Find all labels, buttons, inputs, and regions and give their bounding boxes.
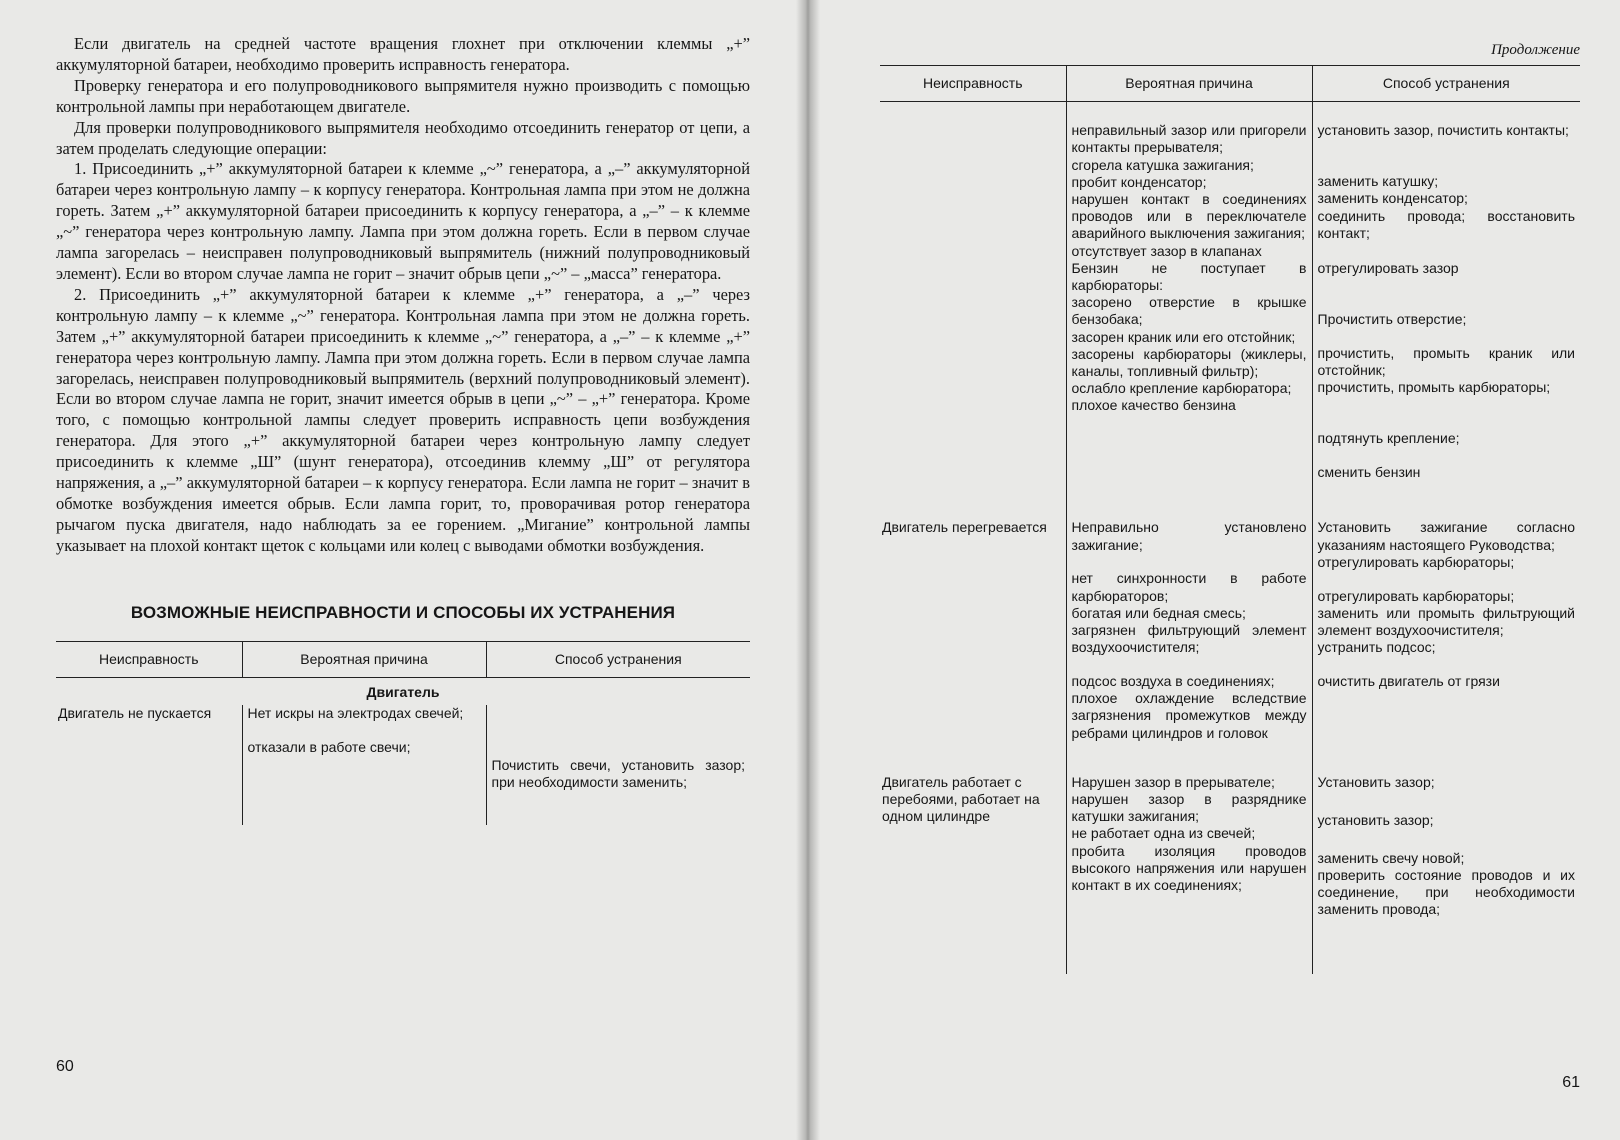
paragraph: Для проверки полупроводникового выпрямителя необходимо отсоединить генератор от цепи, а затем проделать следующие операции: (56, 117, 750, 158)
remedy-item: соединить провода; восстановить контакт; (1317, 207, 1575, 241)
table-row (56, 705, 750, 825)
cause-cell (1066, 102, 1312, 482)
page-number: 60 (56, 1058, 74, 1075)
cause-item: отказали в работе свечи; (247, 739, 411, 756)
cause-cell (1066, 481, 1312, 741)
column-header-fault: Неисправность (880, 66, 1066, 102)
remedy-item: заменить свечу новой; (1317, 849, 1465, 866)
cause-item: плохое качество бензина (1071, 397, 1236, 414)
remedy-item: Прочистить отверстие; (1317, 310, 1467, 327)
remedy-item: подтянуть крепление; (1317, 430, 1460, 447)
section-title: ВОЗМОЖНЫЕ НЕИСПРАВНОСТИ И СПОСОБЫ ИХ УСТРАНЕНИЯ (130, 602, 676, 622)
remedy-cell (1312, 102, 1580, 482)
remedy-item: прочистить, промыть карбюраторы; (1317, 379, 1551, 396)
remedy-item: отрегулировать зазор (1317, 259, 1459, 276)
remedy-item: установить зазор; (1317, 811, 1434, 828)
remedy-item: установить зазор, почистить контакты; (1317, 122, 1569, 139)
continuation-label: Продолжение (1491, 42, 1580, 58)
cause-item: Нарушен зазор в прерывателе; (1071, 773, 1275, 790)
book-gutter (796, 0, 820, 1140)
remedy-item: отрегулировать карбюраторы; (1317, 553, 1515, 570)
cause-cell (1066, 742, 1312, 974)
fault-cell: Двигатель перегревается (882, 519, 1047, 536)
remedy-item: проверить состояние проводов и их соединение, при необходимости заменить провода; (1317, 867, 1575, 918)
remedy-item (1318, 277, 1576, 311)
cause-item: засорены карбюраторы (жиклеры, каналы, топливный фильтр); (1071, 345, 1307, 380)
paragraph: Если двигатель на средней частоте вращения глохнет при отключении клеммы „+” аккумуляторной батареи, необходимо проверить исправность генератора. (56, 34, 750, 74)
cause-item: пробита изоляция проводов высокого напряжения или нарушен контакт в их соединениях; (1071, 842, 1307, 894)
remedy-item: сменить бензин (1317, 464, 1421, 481)
right-page (806, 0, 1620, 1140)
cause-item: отсутствует зазор в клапанах (1071, 242, 1262, 259)
remedy-item: устранить подсос; (1317, 639, 1436, 656)
remedy-item: отрегулировать карбюраторы; (1317, 587, 1515, 604)
table-header-row (880, 66, 1580, 102)
remedy-cell (486, 705, 750, 825)
remedy-item: заменить катушку; (1317, 173, 1439, 190)
faults-table (56, 641, 750, 825)
column-header-fault: Неисправность (56, 641, 242, 677)
remedy-cell (1312, 481, 1580, 741)
remedy-item: Установить зажигание согласно указаниям настоящего Руководства; (1317, 519, 1575, 553)
cause-item: пробит конденсатор; (1071, 173, 1207, 190)
cause-item: Бензин не поступает в карбюраторы: (1071, 259, 1307, 294)
cause-item: нет синхронности в работе карбюраторов; (1071, 570, 1307, 604)
cause-item: нарушен зазор в разряднике катушки зажигания; (1071, 791, 1307, 825)
remedy-cell (1312, 742, 1580, 974)
table-row (880, 742, 1580, 974)
cause-item: плохое охлаждение вследствие загрязнения промежутков между ребрами цилиндров и головок (1071, 690, 1307, 741)
remedy-item: очистить двигатель от грязи (1317, 673, 1500, 690)
cause-item: не работает одна из свечей; (1071, 825, 1256, 842)
cause-item: засорен краник или его отстойник; (1071, 328, 1296, 345)
column-header-cause: Вероятная причина (1066, 66, 1312, 102)
paragraph: 1. Присоединить „+” аккумуляторной батареи к клемме „~” генератора, а „–” аккумуляторной батареи через контрольную лампу – к корпусу генератора. Контрольная лампа при этом не должна гореть. Затем „+” аккумуляторной батареи присоединить к корпусу генератора, а „–” – к клемме „~” генератора через контрольную лампу. Лампа при этом должна гореть. Если в первом случае лампа загорелась – неисправен полупроводниковый выпрямитель (нижний полупроводниковый элемент). Если во втором случае лампа не горит – значит обрыв цепи „~” – „масса” генератора. (56, 159, 750, 283)
paragraph: Проверку генератора и его полупроводникового выпрямителя нужно производить с помощью контрольной лампы при неработающем двигателе. (56, 75, 750, 116)
column-header-remedy: Способ устранения (1312, 66, 1580, 102)
fault-cell (880, 102, 1066, 482)
left-page (0, 0, 806, 1140)
group-label: Двигатель (366, 683, 440, 700)
fault-cell: Двигатель работает с перебоями, работает на одном цилиндре (882, 773, 1040, 825)
cause-cell (242, 705, 486, 825)
table-header-row (56, 641, 750, 677)
cause-item: засорено отверстие в крышке бензобака; (1071, 294, 1307, 328)
cause-item: ослабло крепление карбюратора; (1071, 380, 1292, 397)
cause-item: Нет искры на электродах свечей; (247, 705, 464, 722)
cause-item: сгорела катушка зажигания; (1071, 156, 1254, 173)
remedy-item: Почистить свечи, установить зазор; при необходимости заменить; (491, 757, 745, 791)
cause-item: Неправильно установлено зажигание; (1071, 519, 1307, 553)
paragraph: 2. Присоединить „+” аккумуляторной батареи к клемме „+” генератора, а „–” через контрольную лампу – к клемме „~” генератора. Контрольная лампа при этом не должна гореть. Затем „+” аккумуляторной батареи присоединить к клемме „~” генератора, а „–” – к клемме „+” генератора через контрольную лампу. Лампа при этом должна гореть. Если в первом случае лампа загорелась, неисправен полупроводниковый выпрямитель (верхний полупроводниковый элемент). Если во втором случае лампа не горит, значит имеется обрыв в цепи „~” – „+” генератора. Кроме того, с помощью контрольной лампы следует проверить исправность цепи возбуждения генератора. Для этого „+” аккумуляторной батареи через контрольную лампу следует присоединить к клемме „Ш” (шунт генератора), отсоединив клемму „Ш” от регулятора напряжения, а „–” аккумуляторной батареи – к корпусу генератора. Если лампа не горит – значит в обмотке возбуждения имеется обрыв. Если лампа горит, то, проворачивая ротор генератора рычагом пуска двигателя, надо наблюдать за ее горением. „Мигание” контрольной лампы указывает на плохой контакт щеток с кольцами или колец с выводами обмотки возбуждения. (56, 284, 750, 555)
table-group-row (56, 677, 750, 705)
remedy-item: заменить или промыть фильтрующий элемент воздухоочистителя; (1317, 605, 1575, 639)
table-row (880, 481, 1580, 741)
cause-item: неправильный зазор или пригорели контакты прерывателя; (1071, 122, 1307, 156)
faults-table-continued (880, 65, 1580, 974)
remedy-item: Установить зазор; (1317, 773, 1435, 790)
remedy-item: прочистить, промыть краник или отстойник; (1317, 344, 1575, 379)
column-header-cause: Вероятная причина (242, 641, 486, 677)
cause-item: нарушен контакт в соединениях проводов или в переключателе аварийного выключения зажигания; (1071, 191, 1307, 242)
table-row (880, 102, 1580, 482)
remedy-item: заменить конденсатор; (1317, 190, 1468, 207)
fault-cell: Двигатель не пускается (58, 705, 212, 722)
column-header-remedy: Способ устранения (486, 641, 750, 677)
cause-item: богатая или бедная смесь; (1071, 604, 1246, 621)
cause-item: подсос воздуха в соединениях; (1071, 673, 1275, 690)
cause-item: загрязнен фильтрующий элемент воздухоочистителя; (1071, 622, 1307, 656)
page-number: 61 (1562, 1074, 1580, 1091)
